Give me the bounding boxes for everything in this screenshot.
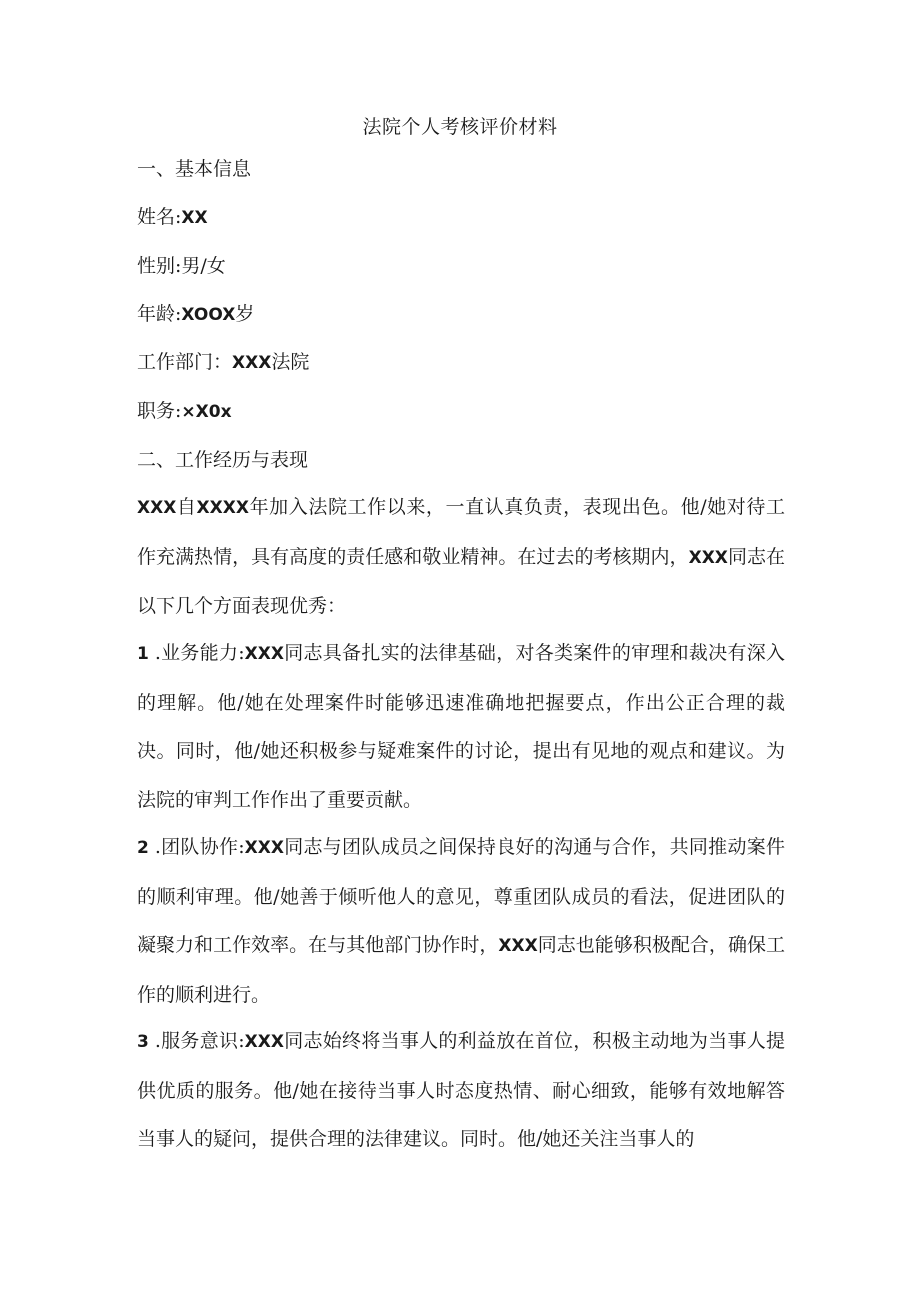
position-value: ×X0x: [181, 402, 232, 422]
section-work-history-heading: 二、工作经历与表现: [137, 449, 309, 471]
document-title: 法院个人考核评价材料: [362, 116, 558, 138]
list-item: [137, 1017, 785, 1164]
intro-year: XXXX: [196, 498, 249, 518]
intro-text-2: 年加入法院工作以来，一直认真负责，表现出色。他/她对待工作充满热情，具有高度的责任感和敬业精神。在过去的考核期内，: [137, 496, 785, 568]
item-text: 同志具备扎实的法律基础，对各类案件的审理和裁决有深入的理解。他/她在处理案件时能够迅速准确地把握要点，作出公正合理的裁决。同时，他/她还积极参与疑难案件的讨论，提出有见地的观点和建议。为法院的审判工作作出了重要贡献。: [137, 642, 785, 811]
item-title: .服务意识:: [154, 1030, 245, 1052]
item-number: 1: [137, 644, 149, 664]
intro-name: XXX: [137, 498, 177, 518]
department-suffix: 法院: [271, 351, 310, 373]
department-field: [137, 348, 309, 377]
name-field: [137, 203, 208, 232]
item-number: 3: [137, 1032, 149, 1052]
gender-field: [137, 252, 226, 280]
intro-paragraph: [137, 483, 785, 631]
name-label: 姓名:: [137, 206, 182, 228]
list-item: [137, 629, 785, 824]
age-value: XOOX: [181, 305, 236, 325]
department-label: 工作部门：: [137, 351, 233, 373]
item-title: .业务能力:: [154, 642, 245, 664]
list-item: [137, 823, 785, 1019]
item-name: XXX: [244, 644, 284, 664]
intro-text-1: 自: [176, 496, 197, 518]
department-value: XXX: [232, 353, 272, 373]
item-title: .团队协作:: [154, 836, 245, 858]
section-basic-info-heading: 一、基本信息: [137, 158, 252, 180]
item-number: 2: [137, 838, 149, 858]
name-value: XX: [181, 208, 208, 228]
item-text: 同志与团队成员之间保持良好的沟通与合作，共同推动案件的顺利审理。他/她善于倾听他人的意见，尊重团队成员的看法，促进团队的凝聚力和工作效率。在与其他部门协作时，: [137, 836, 785, 957]
gender-label: 性别:: [137, 255, 182, 277]
gender-value: 男/女: [181, 255, 226, 277]
intro-text-3: 同志在以下几个方面表现优秀：: [137, 545, 785, 618]
age-field: [137, 300, 254, 329]
item-text-2: 同志也能够积极配合，确保工作的顺利进行。: [137, 934, 785, 1006]
intro-name-2: XXX: [688, 547, 728, 568]
item-text: 同志始终将当事人的利益放在首位，积极主动地为当事人提供优质的服务。他/她在接待当事人时态度热情、耐心细致，能够有效地解答当事人的疑问，提供合理的法律建议。同时。他/她还关注当事人的: [137, 1030, 785, 1151]
item-name-2: XXX: [498, 936, 538, 957]
age-label: 年龄:: [137, 303, 182, 325]
position-field: [137, 397, 232, 426]
position-label: 职务:: [137, 400, 182, 422]
age-unit: 岁: [235, 303, 255, 325]
item-name: XXX: [244, 1032, 284, 1052]
item-name: XXX: [244, 838, 284, 858]
